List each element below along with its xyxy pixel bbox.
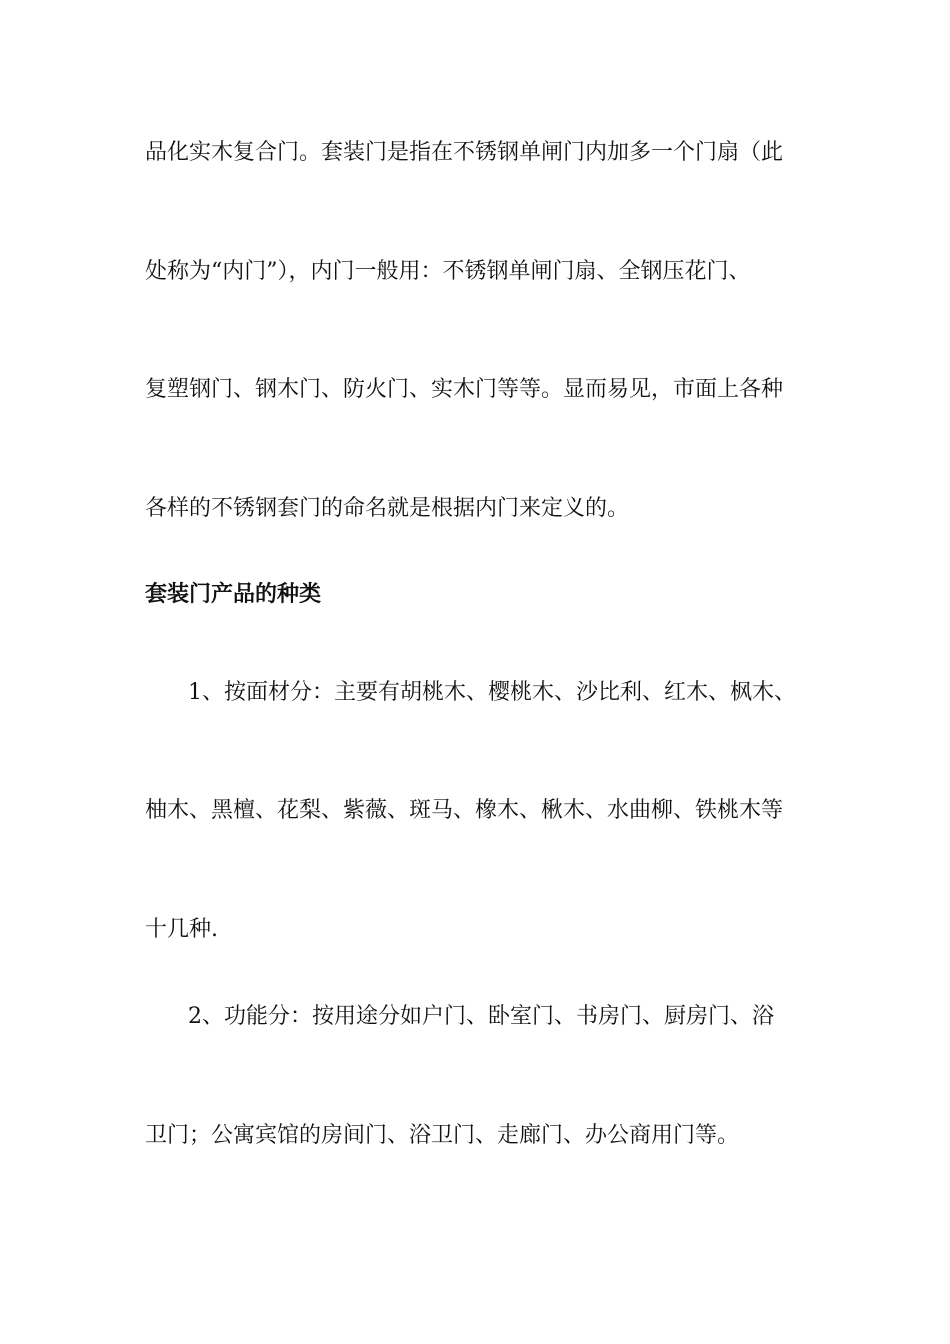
list-item-line: 十几种. — [145, 917, 218, 942]
paragraph-line: 复塑钢门、钢木门、防火门、实木门等等。显而易见，市面上各种 — [145, 377, 784, 402]
list-item-line: 1、按面材分：主要有胡桃木、樱桃木、沙比利、红木、枫木、 — [188, 680, 796, 705]
paragraph-line: 各样的不锈钢套门的命名就是根据内门来定义的。 — [145, 496, 630, 521]
list-item-line: 2、功能分：按用途分如户门、卧室门、书房门、厨房门、浴 — [188, 1004, 774, 1029]
paragraph-line: 处称为“内门”），内门一般用：不锈钢单闸门扇、全钢压花门、 — [145, 259, 751, 284]
list-item-line: 卫门；公寓宾馆的房间门、浴卫门、走廊门、办公商用门等。 — [145, 1123, 740, 1148]
section-heading: 套装门产品的种类 — [145, 582, 322, 607]
list-item-line: 柚木、黑檀、花梨、紫薇、斑马、橡木、楸木、水曲柳、铁桃木等 — [145, 798, 784, 823]
paragraph-line: 品化实木复合门。套装门是指在不锈钢单闸门内加多一个门扇（此 — [145, 140, 784, 165]
